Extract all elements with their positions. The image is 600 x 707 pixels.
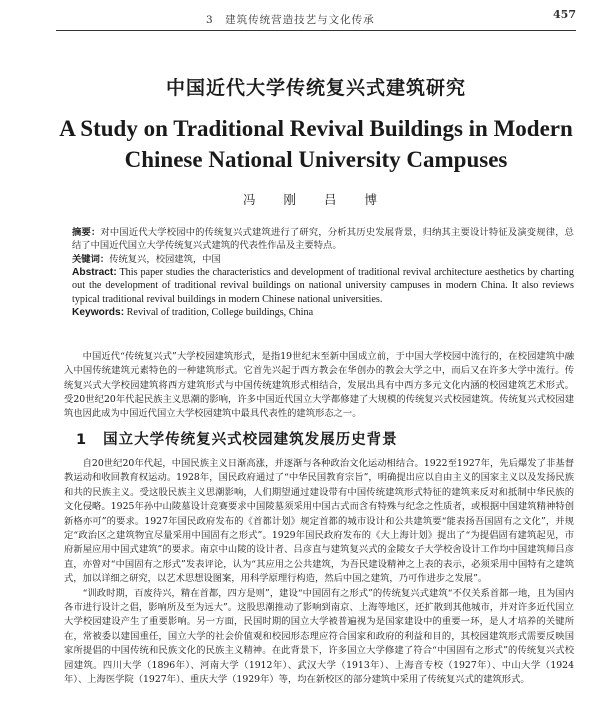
keywords-chinese	[72, 253, 574, 266]
keywords-cn-text: 传统复兴，校园建筑，中国	[109, 253, 221, 265]
page-number: 457	[553, 8, 576, 21]
running-header	[56, 8, 576, 30]
abstract-cn-label: 摘要：	[72, 227, 101, 238]
authors: 冯 刚 吕 博	[243, 192, 389, 207]
abstract-block	[72, 226, 574, 319]
title-chinese: 中国近代大学传统复兴式建筑研究	[165, 77, 466, 99]
body-paragraph-2: “训政时期，百废待兴，精在首都，四方是则”，建设“中国固有之形式”的传统复兴式建筑“不仅关系首都一地，且为国内各市进行设计之倡，影响所及至为远大”。这股思潮推动了影响到南京、上海等地区，还扩散到其他城市，并对许多近代国立大学校园建设产生了重要影响。另一方面，民国时期的国立大学被普遍视为是国家建设中的重要一环，是人才培养的关键所在，常被委以建国重任，国立大学的社会价值观和校园形态理应符合国家和政府的利益和目的，其校园建筑形式需要反映国家所提倡的中国传统和民族文化的民族主义精神。在此背景下，许多国立大学修建了符合“中国固有之形式”的传统复兴式校园建筑。四川大学（1896年）、河南大学（1912年）、武汉大学（1913年）、上海音专校（1927年）、中山大学（1924年）、上海医学院（1927年）、重庆大学（1929年）等，均在新校区的部分建筑中采用了传统复兴式的建筑形式。	[64, 587, 574, 686]
section-title: 国立大学传统复兴式校园建筑发展历史背景	[103, 432, 398, 448]
abstract-chinese	[72, 226, 574, 253]
intro-paragraph: 中国近代“传统复兴式”大学校园建筑形式，是指19世纪末至新中国成立前，于中国大学校园中流行的，在校园建筑中融入中国传统建筑元素特色的一种建筑形式。它首先兴起于西方教会在华创办的教会大学之中，而后又在许多大学中流行。传统复兴式大学校园建筑将西方建筑形式与中国传统建筑形式相结合，发展出具有中西方多元文化内涵的校园建筑艺术形式。受20世纪20年代起民族主义思潮的影响，许多中国近代国立大学都修建了大规模的传统复兴式校园建筑。传统复兴式校园建筑也因此成为中国近代国立大学校园建筑中最具代表性的建筑形态之一。	[64, 351, 574, 420]
keywords-cn-label: 关键词：	[72, 253, 110, 265]
abstract-english	[72, 266, 574, 306]
section-number: 1	[76, 432, 88, 448]
section-body	[64, 457, 574, 688]
abstract-en-label: Abstract:	[72, 267, 117, 279]
keywords-en-label: Keywords:	[72, 306, 125, 318]
title-english: A Study on Traditional Revival Buildings in Modern Chinese National University Campuses	[59, 116, 573, 172]
keywords-en-text: Revival of tradition, College buildings, China	[126, 306, 314, 318]
section-heading	[76, 428, 398, 449]
abstract-en-text: This paper studies the characteristics and development of traditional revival architecture aesthetics by charting out the development of traditional revival buildings on national university campuses in modern China. It also reviews typical traditional revival buildings in modern Chinese national universities.	[72, 267, 574, 305]
header-rule	[56, 30, 576, 31]
keywords-english	[72, 306, 574, 319]
running-header-section: 3 建筑传统营造技艺与文化传承	[206, 14, 375, 26]
abstract-cn-text: 对中国近代大学校园中的传统复兴式建筑进行了研究，分析其历史发展背景，归纳其主要设计特征及演变规律，总结了中国近代国立大学传统复兴式建筑的代表性作品及主要特点。	[72, 227, 574, 252]
introduction	[64, 350, 574, 421]
body-paragraph-1: 自20世纪20年代起，中国民族主义日渐高涨，并逐渐与各种政治文化运动相结合。1922至1927年，先后爆发了非基督教运动和收回教育权运动。1928年，国民政府通过了“中华民国教育宗旨”，明确提出应以自由主义的国家主义以及发扬民族和共的民族主义。受这股民族主义思潮影响，人们期望通过建设带有中国传统建筑形式特征的建筑来反对和抵制中华民族的文化侵略。1925年孙中山陵墓设计竞赛要求中国陵墓须采用中国古式而含有特殊与纪念之性质者，或根据中国建筑精神特创新格亦可”的要求。1927年国民政府发布的《首都计划》规定首都的城市设计和公共建筑要“能表扬吾国固有之文化”，并规定“政治区之建筑物宜尽量采用中国固有之形式”。1929年国民政府发布的《大上海计划》提出了“为提倡固有建筑起见，市府新屋应用中国式建筑”的要求。南京中山陵的设计者、吕彦直与建筑复兴式的金陵女子大学校舍设计工作均中国建筑师吕彦直，亦曾对“中国固有之形式”发表评论，认为“其应用之公共建筑，为吾民建设精神之上表的表示，必须采用中国特有之建筑式，加以详细之研究，以艺术思想设图案，用科学原理行构造，然后中国之建筑，乃可作进步之发展”。	[64, 458, 574, 585]
